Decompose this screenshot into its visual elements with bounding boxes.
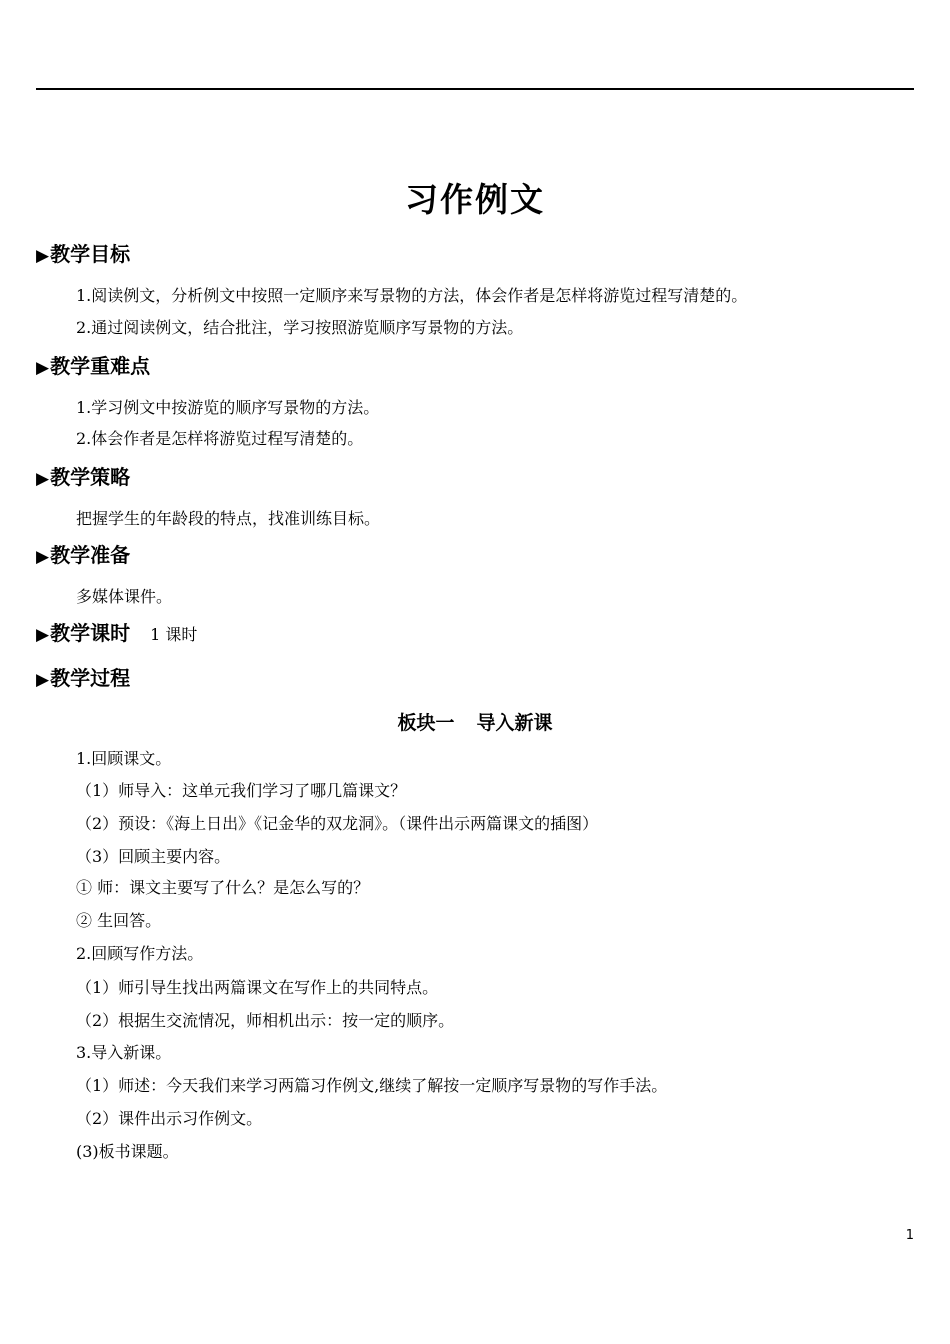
section-heading-label: 教学课时 <box>50 621 131 645</box>
goal-item-1: 1.阅读例文，分析例文中按照一定顺序来写景物的方法，体会作者是怎样将游览过程写清楚的。 <box>76 286 748 305</box>
key-point-item-1: 1.学习例文中按游览的顺序写景物的方法。 <box>76 398 380 417</box>
process-line: ② 生回答。 <box>76 911 162 930</box>
process-line: 3.导入新课。 <box>76 1043 172 1062</box>
triangle-bullet-icon: ▶ <box>36 670 50 690</box>
triangle-bullet-icon: ▶ <box>36 246 50 266</box>
process-line: （3）回顾主要内容。 <box>76 847 231 866</box>
section-heading-label: 教学策略 <box>50 465 131 489</box>
hours-value: 1 课时 <box>150 625 198 644</box>
section-heading-label: 教学目标 <box>50 242 131 266</box>
process-line: （1）师述：今天我们来学习两篇习作例文,继续了解按一定顺序写景物的写作手法。 <box>76 1076 668 1095</box>
process-line: 2.回顾写作方法。 <box>76 944 204 963</box>
process-line: （1）师导入：这单元我们学习了哪几篇课文？ <box>76 781 407 800</box>
section-heading-label: 教学准备 <box>50 543 131 567</box>
process-line: (3)板书课题。 <box>76 1142 179 1161</box>
triangle-bullet-icon: ▶ <box>36 358 50 378</box>
page-number: 1 <box>905 1228 914 1243</box>
section-heading-label: 教学重难点 <box>50 354 151 378</box>
strategy-item: 把握学生的年龄段的特点，找准训练目标。 <box>76 509 381 528</box>
section-heading-process <box>36 664 130 694</box>
goal-item-2: 2.通过阅读例文，结合批注，学习按照游览顺序写景物的方法。 <box>76 318 524 337</box>
key-point-item-2: 2.体会作者是怎样将游览过程写清楚的。 <box>76 429 364 448</box>
section-heading-preparation <box>36 541 130 571</box>
process-line: （2）根据生交流情况，师相机出示：按一定的顺序。 <box>76 1011 455 1030</box>
process-line: （2）预设：《海上日出》《记金华的双龙洞》。（课件出示两篇课文的插图） <box>76 814 599 833</box>
process-line: （1）师引导生找出两篇课文在写作上的共同特点。 <box>76 978 439 997</box>
block-title-name: 导入新课 <box>476 712 553 734</box>
header-rule <box>36 88 914 90</box>
section-heading-goals <box>36 240 130 270</box>
section-heading-strategy <box>36 463 130 493</box>
section-heading-label: 教学过程 <box>50 666 131 690</box>
process-line: （2）课件出示习作例文。 <box>76 1109 263 1128</box>
section-heading-hours <box>36 619 197 649</box>
section-heading-key-points <box>36 352 150 382</box>
triangle-bullet-icon: ▶ <box>36 469 50 489</box>
page-title: 习作例文 <box>405 180 545 219</box>
preparation-item: 多媒体课件。 <box>76 587 173 606</box>
process-line: 1.回顾课文。 <box>76 749 172 768</box>
triangle-bullet-icon: ▶ <box>36 625 50 645</box>
block-title-number: 板块一 <box>397 712 455 734</box>
process-line: ① 师：课文主要写了什么？是怎么写的？ <box>76 878 370 897</box>
block-title <box>0 709 950 737</box>
triangle-bullet-icon: ▶ <box>36 547 50 567</box>
